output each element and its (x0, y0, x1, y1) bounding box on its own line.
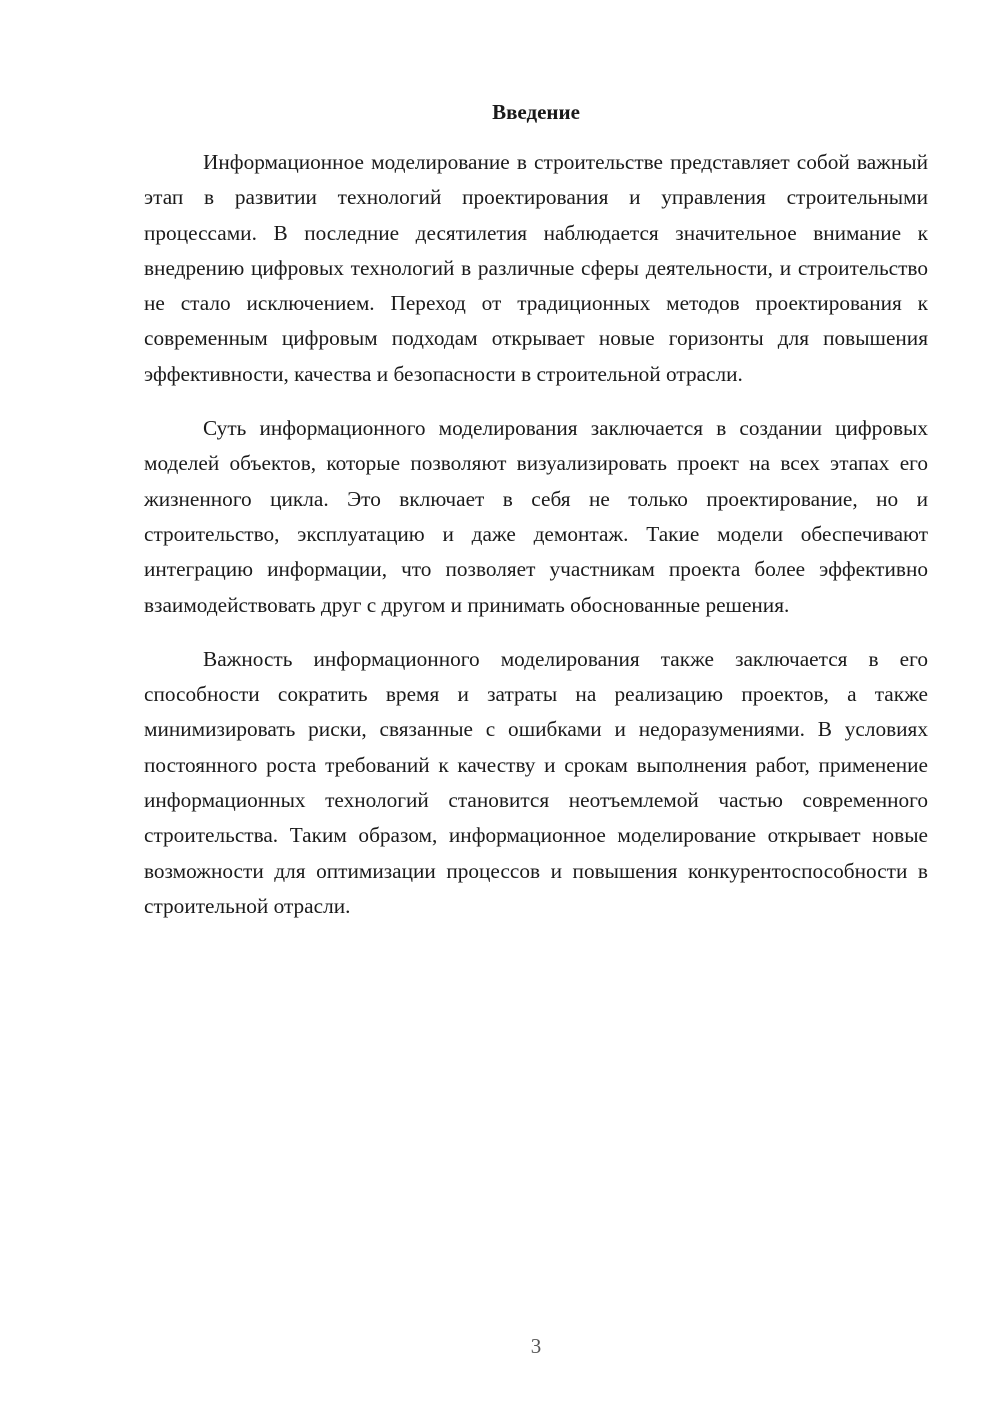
paragraph-1: Информационное моделирование в строительстве представляет собой важный этап в развитии технологий проектирования и управления строительными процессами. В последние десятилетия наблюдается значительное внимание к внедрению цифровых технологий в различные сферы деятельности, и строительство не стало исключением. Переход от традиционных методов проектирования к современным цифровым подходам открывает новые горизонты для повышения эффективности, качества и безопасности в строительной отрасли. (144, 150, 928, 386)
section-heading: Введение (492, 100, 580, 124)
paragraph-2: Суть информационного моделирования заключается в создании цифровых моделей объектов, которые позволяют визуализировать проект на всех этапах его жизненного цикла. Это включает в себя не только проектирование, но и строительство, эксплуатацию и даже демонтаж. Такие модели обеспечивают интеграцию информации, что позволяет участникам проекта более эффективно взаимодействовать друг с другом и принимать обоснованные решения. (144, 416, 928, 617)
page-number: 3 (530, 1334, 542, 1358)
page-content (144, 96, 928, 924)
paragraph-3: Важность информационного моделирования также заключается в его способности сократить время и затраты на реализацию проектов, а также минимизировать риски, связанные с ошибками и недоразумениями. В условиях постоянного роста требований к качеству и срокам выполнения работ, применение информационных технологий становится неотъемлемой частью современного строительства. Таким образом, информационное моделирование открывает новые возможности для оптимизации процессов и повышения конкурентоспособности в строительной отрасли. (144, 646, 928, 918)
